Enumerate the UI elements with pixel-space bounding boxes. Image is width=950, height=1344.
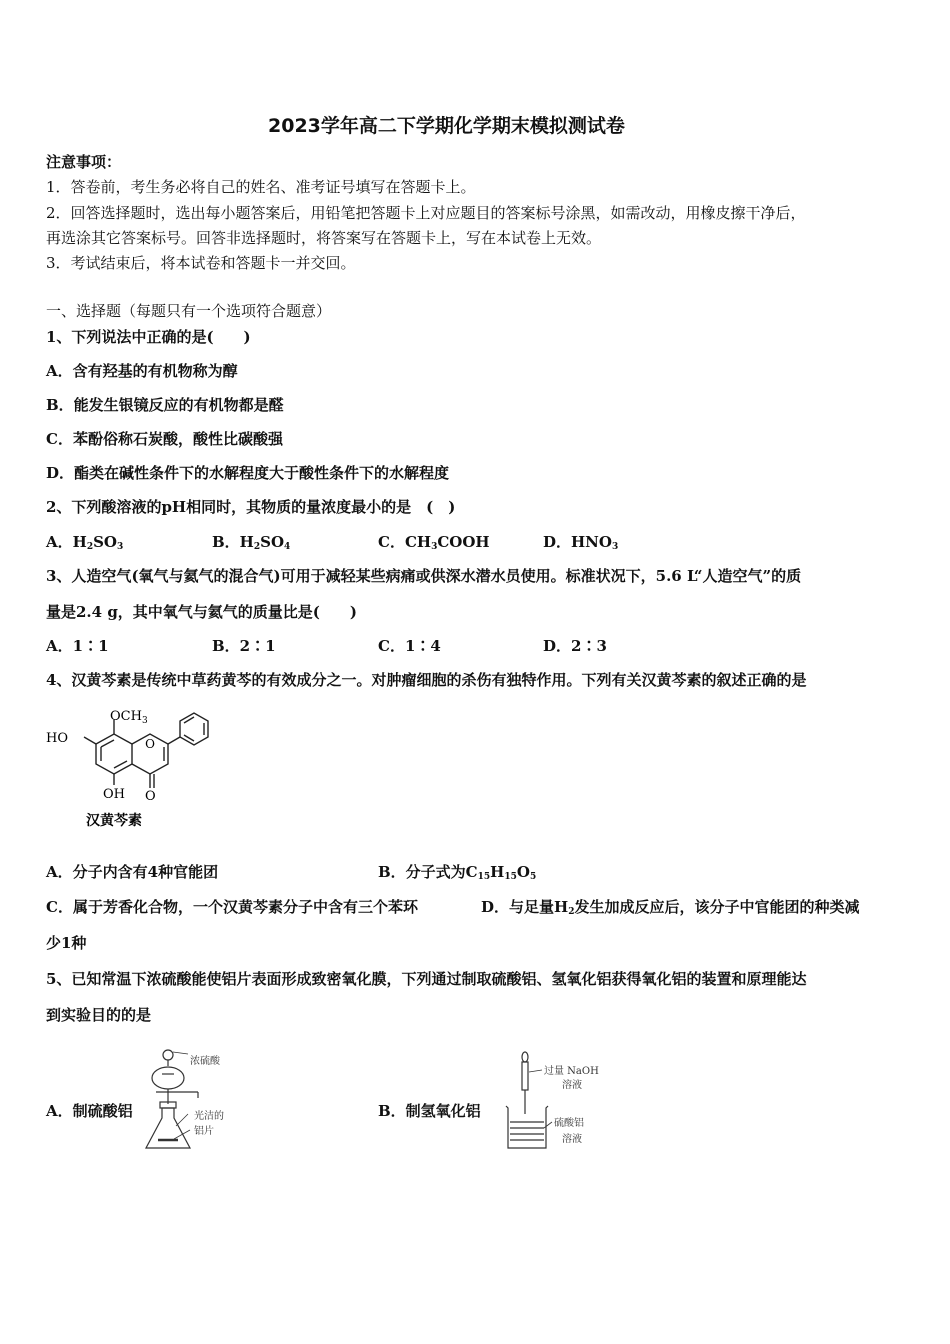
question-4-stem: 4、汉黄芩素是传统中草药黄芩的有效成分之一。对肿瘤细胞的杀伤有独特作用。下列有关汉黄芩素的叙述正确的是 bbox=[46, 671, 807, 689]
question-2-option-b: B．$H_2SO_4$ bbox=[212, 533, 291, 552]
question-5-stem-line-1: 5、已知常温下浓硫酸能使铝片表面形成致密氧化膜，下列通过制取硫酸铝、氢氧化铝获得氧化铝的装置和原理能达 bbox=[46, 970, 807, 988]
question-2-option-d: D．$HNO_3$ bbox=[543, 533, 619, 552]
structure-caption: 汉黄芩素 bbox=[86, 813, 142, 829]
och3-label: $OCH_3$ bbox=[110, 709, 148, 726]
apparatus-b-label-solution-1: 溶液 bbox=[562, 1080, 582, 1091]
question-4-option-d: D．与足量$H_2$发生加成反应后，该分子中官能团的种类减 bbox=[481, 898, 860, 917]
apparatus-a-flask bbox=[140, 1044, 240, 1164]
question-2-option-c: C．$CH_3COOH$ bbox=[378, 533, 490, 552]
notice-heading: 注意事项： bbox=[46, 153, 122, 171]
question-3-option-c: C．1∶4 bbox=[378, 637, 441, 655]
question-4-option-b: B．分子式为$C_{15}H_{15}O_5$ bbox=[378, 863, 537, 882]
notice-item-2-line-1: 2．回答选择题时，选出每小题答案后，用铅笔把答题卡上对应题目的答案标号涂黑，如需改动，用橡皮擦干净后， bbox=[46, 204, 806, 222]
section-heading: 一、选择题（每题只有一个选项符合题意） bbox=[46, 302, 332, 320]
apparatus-a-label-acid: 浓硫酸 bbox=[190, 1056, 220, 1067]
notice-item-3: 3．考试结束后，将本试卷和答题卡一并交回。 bbox=[46, 254, 356, 272]
question-1-option-a: A．含有羟基的有机物称为醇 bbox=[46, 362, 238, 380]
ho-label: HO bbox=[46, 731, 68, 746]
apparatus-b-beaker bbox=[500, 1048, 630, 1158]
question-5-option-a: A．制硫酸铝 bbox=[46, 1102, 133, 1120]
apparatus-b-label-sulfate: 硫酸铝 bbox=[554, 1118, 584, 1129]
question-4-option-a: A．分子内含有4种官能团 bbox=[46, 863, 219, 881]
question-4-option-d-line-2: 少1种 bbox=[46, 934, 87, 952]
apparatus-b-label-naoh: 过量 NaOH bbox=[544, 1066, 599, 1077]
apparatus-a-label-shiny: 光洁的 bbox=[194, 1111, 224, 1122]
question-3-stem-line-1: 3、人造空气(氧气与氦气的混合气)可用于减轻某些病痛或供深水潜水员使用。标准状况下，5.6 L“人造空气”的质 bbox=[46, 567, 802, 585]
question-1-option-c: C．苯酚俗称石炭酸，酸性比碳酸强 bbox=[46, 430, 283, 448]
apparatus-a-label-foil: 铝片 bbox=[194, 1126, 214, 1137]
ring-oxygen-label: O bbox=[145, 737, 155, 751]
question-5-option-b: B．制氢氧化铝 bbox=[378, 1102, 481, 1120]
question-3-option-b: B．2∶1 bbox=[212, 637, 276, 655]
notice-item-1: 1．答卷前，考生务必将自己的姓名、准考证号填写在答题卡上。 bbox=[46, 178, 476, 196]
question-4-option-c: C．属于芳香化合物，一个汉黄芩素分子中含有三个苯环 bbox=[46, 898, 418, 916]
question-3-stem-line-2: 量是2.4 g，其中氧气与氦气的质量比是( ) bbox=[46, 603, 358, 621]
oh-label: OH bbox=[103, 787, 125, 802]
question-5-stem-line-2: 到实验目的的是 bbox=[46, 1006, 152, 1024]
page-title: 2023学年高二下学期化学期末模拟测试卷 bbox=[268, 115, 625, 137]
question-1-option-d: D．酯类在碱性条件下的水解程度大于酸性条件下的水解程度 bbox=[46, 464, 450, 482]
keto-oxygen-label: O bbox=[145, 789, 156, 804]
question-2-stem: 2、下列酸溶液的pH相同时，其物质的量浓度最小的是 ( ) bbox=[46, 498, 456, 516]
wogonin-structure bbox=[40, 700, 220, 830]
question-3-option-a: A．1∶1 bbox=[46, 637, 109, 655]
question-3-option-d: D．2∶3 bbox=[543, 637, 607, 655]
question-1-stem: 1、下列说法中正确的是( ) bbox=[46, 328, 251, 346]
notice-item-2-line-2: 再选涂其它答案标号。回答非选择题时，将答案写在答题卡上，写在本试卷上无效。 bbox=[46, 229, 602, 247]
question-2-option-a: A．$H_2SO_3$ bbox=[46, 533, 124, 552]
question-1-option-b: B．能发生银镜反应的有机物都是醛 bbox=[46, 396, 284, 414]
apparatus-b-label-solution-2: 溶液 bbox=[562, 1134, 582, 1145]
